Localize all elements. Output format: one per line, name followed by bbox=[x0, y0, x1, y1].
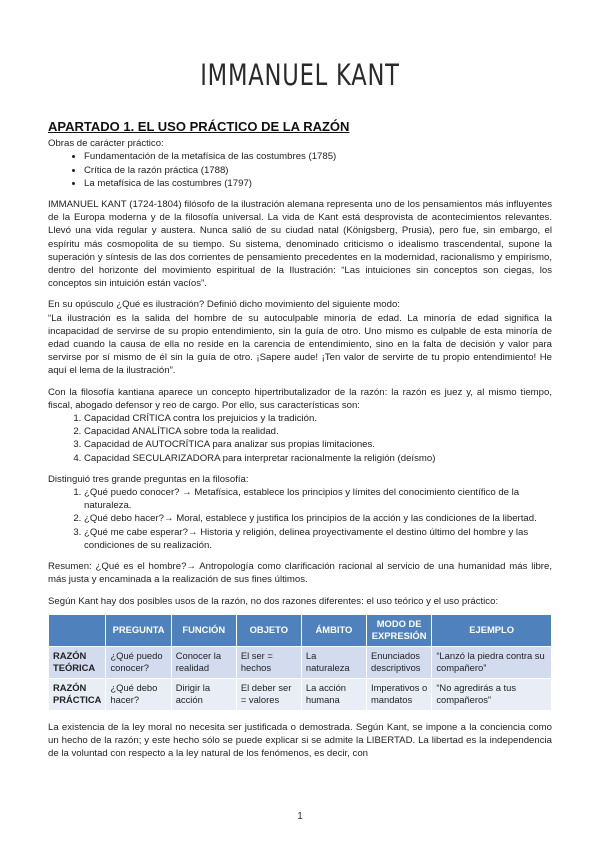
summary-paragraph: Resumen: ¿Qué es el hombre?→ Antropología como clarificación racional al servicio de una humanidad más libre, más justa y encaminada a la realización de sus fines últimos. bbox=[48, 561, 552, 586]
document-title: IMMANUEL KANT bbox=[200, 58, 400, 92]
bio-paragraph: IMMANUEL KANT (1724-1804) filósofo de la ilustración alemana representa uno de los pensamientos más influyentes de la Europa moderna y de la filosofía universal. La vida de Kant está desprovista de acontecimientos relevantes. Llevó una vida regular y austera. Nunca salió de su ciudad natal (Königsberg, Prusia), pero fue, sin embargo, el espíritu más cosmopolita de su tiempo. Su sistema, denominado criticismo o idealismo trascendental, supone la superación y síntesis de las dos corrientes de pensamiento precedentes en la modernidad, racionalismo y empirismo, dentro del horizonte del movimiento espiritual de la Ilustración: “Las intuiciones sin conceptos son ciegas, los conceptos sin intuición están vacíos”. bbox=[48, 199, 552, 290]
table-row-header: RAZÓN TEÓRICA bbox=[49, 646, 106, 678]
table-header-cell: FUNCIÓN bbox=[171, 614, 236, 646]
document-body bbox=[48, 120, 552, 768]
closing-paragraph: La existencia de la ley moral no necesita ser justificada o demostrada. Según Kant, se impone a la conciencia como un hecho de la razón; y este hecho sólo se puede explicar si se admite la LIBERTAD. La libertad es la independencia de la voluntad con respecto a la ley natural de los fenómenos, es decir, con bbox=[48, 721, 552, 760]
table-cell: “Lanzó la piedra contra su compañero” bbox=[432, 646, 552, 678]
table-header-cell: OBJETO bbox=[236, 614, 301, 646]
works-list bbox=[48, 150, 552, 190]
list-item: 1. Capacidad CRÍTICA contra los prejuicios y la tradición. bbox=[84, 412, 552, 425]
list-item: 3. Capacidad de AUTOCRÍTICA para analizar sus propias limitaciones. bbox=[84, 438, 552, 451]
table-row-header: RAZÓN PRÁCTICA bbox=[49, 678, 106, 710]
table-row bbox=[49, 678, 552, 710]
table-cell: Enunciados descriptivos bbox=[366, 646, 431, 678]
table-cell: Dirigir la acción bbox=[171, 678, 236, 710]
questions-intro: Distinguió tres grande preguntas en la filosofía: bbox=[48, 473, 249, 485]
table-cell: Imperativos o mandatos bbox=[366, 678, 431, 710]
reason-paragraph: Con la filosofía kantiana aparece un concepto hipertributalizador de la razón: la razón es juez y, al mismo tiempo, fiscal, abogado defensor y reo de cargo. Por ello, sus características son: bbox=[48, 386, 552, 411]
table-cell: El ser = hechos bbox=[236, 646, 301, 678]
table-cell: El deber ser = valores bbox=[236, 678, 301, 710]
list-item: 2. ¿Qué debo hacer?→ Moral, establece y justifica los principios de la acción y las condiciones de la libertad. bbox=[84, 512, 552, 525]
list-item: 4. Capacidad SECULARIZADORA para interpretar racionalmente la religión (deísmo) bbox=[84, 452, 552, 465]
table-cell: Conocer la realidad bbox=[171, 646, 236, 678]
table-cell: ¿Qué debo hacer? bbox=[106, 678, 171, 710]
table-row bbox=[49, 646, 552, 678]
questions-list bbox=[48, 486, 552, 552]
reason-uses-table bbox=[48, 614, 552, 711]
capacities-list bbox=[48, 412, 552, 465]
table-cell: La naturaleza bbox=[301, 646, 366, 678]
table-header-cell bbox=[49, 614, 106, 646]
list-item: 3. ¿Qué me cabe esperar?→ Historia y religión, delinea proyectivamente el destino último del hombre y las condiciones de su realización. bbox=[84, 526, 552, 552]
enlightenment-quote: “La ilustración es la salida del hombre de su autoculpable minoría de edad. La minoría de edad significa la incapacidad de servirse de su propio entendimiento, sin la guía de otro. Uno mismo es culpable de esta minoría de edad cuando la causa de ella no reside en la carencia de entendimiento, sino en la falta de decisión y valor para servirse por sí mismo de él sin la guía de otro. ¡Sapere aude! ¡Ten valor de servirte de tu propio entendimiento! He aquí el lema de la ilustración”. bbox=[48, 312, 552, 377]
list-item: • La metafísica de las costumbres (1797) bbox=[84, 177, 552, 190]
page-number: 1 bbox=[297, 811, 303, 822]
uses-intro: Según Kant hay dos posibles usos de la razón, no dos razones diferentes: el uso teórico y el uso práctico: bbox=[48, 595, 499, 607]
enlightenment-intro: En su opúsculo ¿Qué es ilustración? Definió dicho movimiento del siguiente modo: bbox=[48, 299, 400, 311]
list-item: • Fundamentación de la metafísica de las costumbres (1785) bbox=[84, 150, 552, 163]
list-item: • Crítica de la razón práctica (1788) bbox=[84, 164, 552, 177]
table-cell: ¿Qué puedo conocer? bbox=[106, 646, 171, 678]
table-header-cell: ÁMBITO bbox=[301, 614, 366, 646]
reason-uses-table-wrap bbox=[48, 614, 552, 711]
section-heading: APARTADO 1. EL USO PRÁCTICO DE LA RAZÓN bbox=[48, 119, 350, 134]
table-cell: La acción humana bbox=[301, 678, 366, 710]
table-header-row bbox=[49, 614, 552, 646]
table-header-cell: PREGUNTA bbox=[106, 614, 171, 646]
works-intro: Obras de carácter práctico: bbox=[48, 138, 164, 150]
list-item: 1. ¿Qué puedo conocer? → Metafísica, establece los principios y límites del conocimiento científico de la naturaleza. bbox=[84, 486, 552, 512]
table-header-cell: EJEMPLO bbox=[432, 614, 552, 646]
table-header-cell: MODO DE EXPRESIÓN bbox=[366, 614, 431, 646]
table-cell: “No agredirás a tus compañeros” bbox=[432, 678, 552, 710]
list-item: 2. Capacidad ANALÍTICA sobre toda la realidad. bbox=[84, 425, 552, 438]
